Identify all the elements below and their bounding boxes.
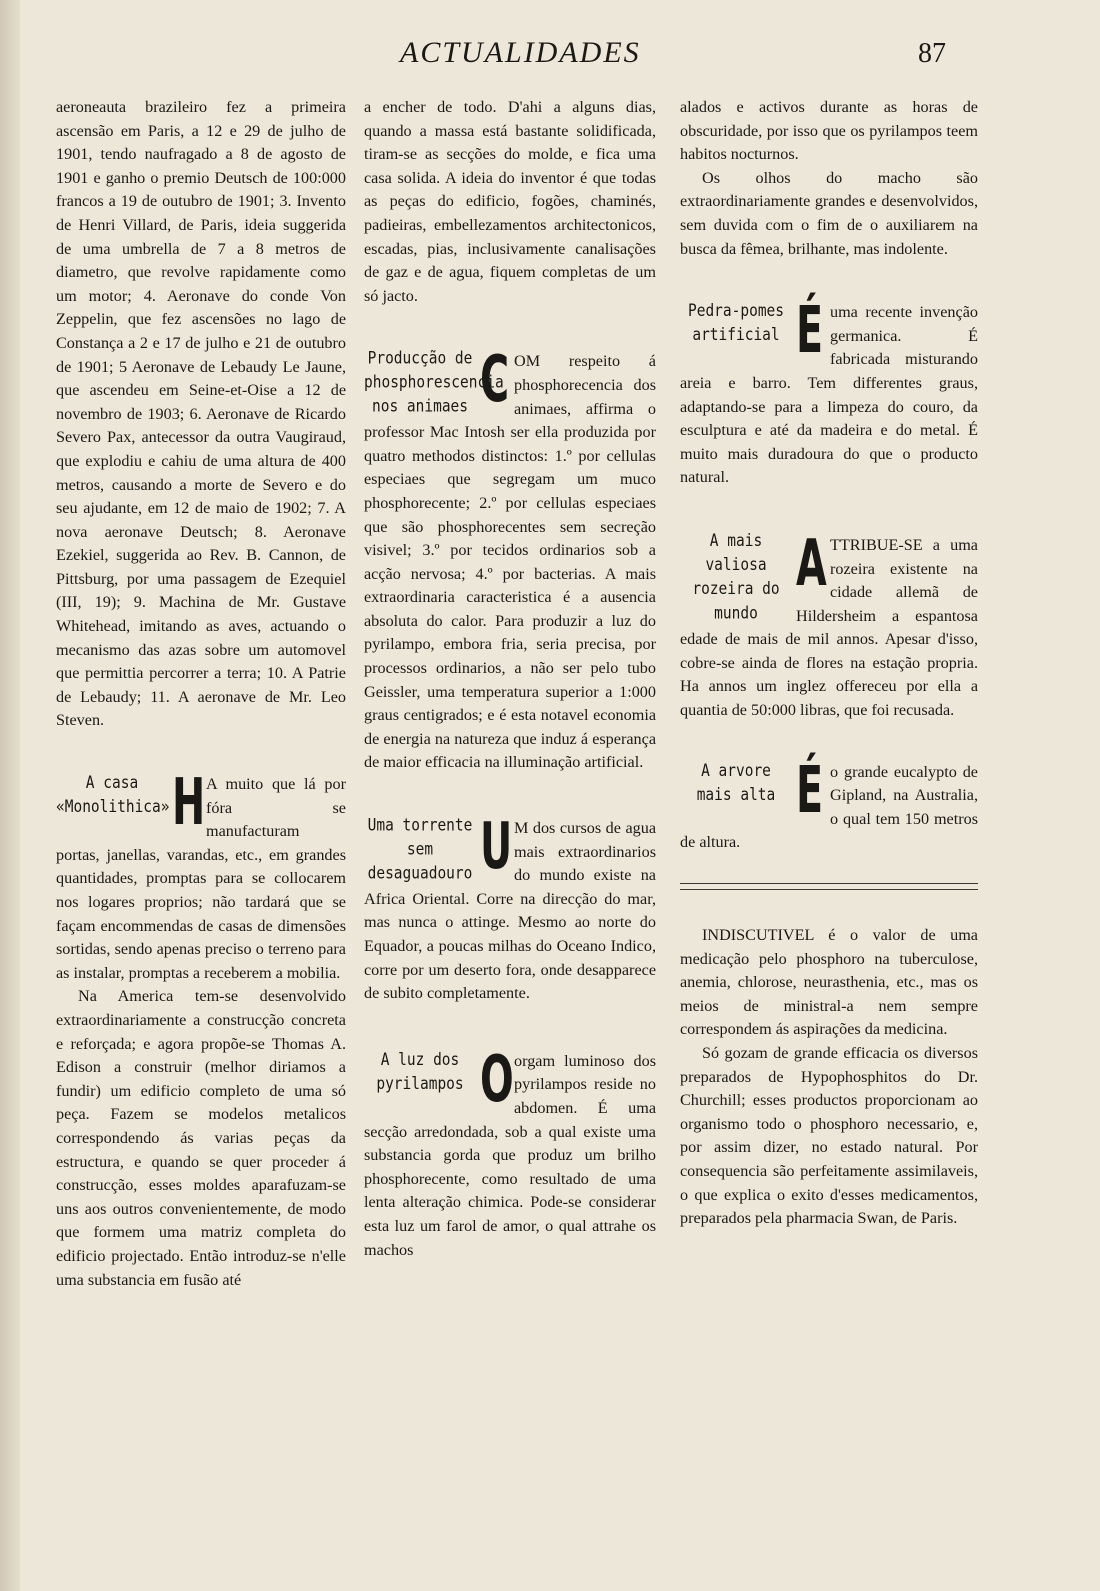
section-text: uma recente invenção germanica. É fabricada misturando areia e barro. Tem differentes graus, adaptando-se para a limpeza do couro, da esculptura e até da madeira e do metal. É muito mais duradoura do que o producto natural. <box>680 303 978 487</box>
section-casa-monolithica <box>56 766 346 1292</box>
section-rozeira <box>680 526 978 723</box>
section-title: Pedra-pomes artificial <box>687 302 785 345</box>
section-text: OM respeito á phosphorecencia dos animaes, affirma o professor Mac Intosh ser ella produzida por quatro methodos distinctos: 1.º por cellulas especiaes que segregam um muco phosphorecente; 2.º por cellulas especiaes que são phosphorecentes sem secreção visivel; 3.º por tecidos ordinarios sob a acção nervosa; 4.º por bacterias. A mais extraordinaria caracteristica é a ausencia absoluta do calor. Para produzir a luz do pyrilampo, embora fria, seria precisa, por processos ordinarios, a não ser pelo tubo Geissler, uma temperatura superior a 1:000 graus centigrados; e é esta notavel economia de energia na natureza que induz á esperança de maior efficacia na illuminação artificial. <box>364 352 656 772</box>
section-text: TTRIBUE-SE a uma rozeira existente na cidade allemã de Hildersheim a espantosa edade de mais de mil annos. Apesar d'isso, cobre-se ainda de flores na estação propria. Ha annos um inglez offereceu por ella a quantia de 50:000 libras, que foi recusada. <box>680 535 978 720</box>
airships-list-text: aeroneauta brazileiro fez a primeira ascensão em Paris, a 12 e 29 de julho de 1901, tendo naufragado a 8 de agosto de 1901 e ganho o premio Deutsch de 100:000 francos a 19 de outubro de 1901; 3. Invento de Henri Villard, de Paris, ideia suggerida de uma umbrella de 7 a 8 metros de diametro, que revolve rapidamente como um motor; 4. Aeronave do conde Von Zeppelin, que fez ascensões no lago de Constança a 2 e 17 de julho e 21 de outubro de 1901; 5 Aeronave de Lebaudy Le Jaune, que ascendeu em Seine-et-Oise a 12 de novembro de 1903; 6. Aeronave de Ricardo Severo Pax, antecessor da outra Vaugiraud, que explodiu e cahiu de uma altura de 400 metros, causando a morte de Severo e do seu ajudante, em 12 de maio de 1902; 7. A nova aeronave Deutsch; 8. Aeronave Ezekiel, suggerida ao Rev. B. Cannon, de Pittsburg, por uma passagem de Ezequiel (III, 19); 9. Machina de Mr. Gustave Whitehead, imitando as aves, actuando o mecanismo das azas sobre um automovel que permittia percorrer a terra; 10. A Patrie de Lebaudy; 11. A aeronave de Mr. Leo Steven. <box>56 98 346 730</box>
drop-cap: A <box>796 526 827 601</box>
section-text: o grande eucalypto de Gipland, na Australia, o qual tem 150 metros de altura. <box>680 762 978 852</box>
drop-cap: U <box>480 810 513 885</box>
section-text: A muito que lá por fóra se manufacturam portas, janellas, varandas, etc., em grandes quantidades, promptas para se collocarem nos logares proprios; não tardará que se façam encommendas de casas de dimensões sortidas, sendo apenas preciso o terreno para as instalar, promptas a receberem a mobilia. <box>56 775 346 982</box>
ad-text-continued: Só gozam de grande efficacia os diversos preparados de Hypophosphitos do Dr. Churchill; esses productos proporcionam ao organismo todo o phosphoro necessario, e, por assim dizer, no estado natural. Por consequencia são perfeitamente assimilaveis, o que explica o exito d'esses medicamentos, preparados pela pharmacia Swan, de Paris. <box>680 1044 978 1228</box>
column-3 <box>680 96 978 1231</box>
section-text-continued: Na America tem-se desenvolvido extraordinariamente a construcção concreta e reforçada; e agora propõe-se Thomas A. Edison a construir (melhor diriamos a fundir) um edificio completo de uma só peça. Fazem se modelos metalicos correspondendo ás varias peças da estructura, e quando se quer proceder á construcção, esses moldes aparafuzam-se uns aos outros convenientemente, de modo que formem uma matriz completa do edificio projectado. Então introduz-se n'elle uma substancia em fusão até <box>56 987 346 1289</box>
section-pedra-pomes <box>680 294 978 490</box>
running-title: ACTUALIDADES <box>400 36 641 69</box>
binding-shadow <box>0 0 22 1591</box>
double-rule-divider <box>680 883 978 890</box>
column-2 <box>364 96 656 1262</box>
section-luz-pyrilampos <box>364 1042 656 1262</box>
section-text: orgam luminoso dos pyrilampos reside no abdomen. É uma secção arredondada, sob a qual existe uma substancia gorda que produz um brilho phosphorecente, como resultado de uma lenta alteração chimica. Pode-se considerar esta luz um farol de amor, o qual attrahe os machos <box>364 1051 656 1259</box>
drop-cap: H <box>172 766 206 841</box>
section-title: Uma torrente sem desaguadouro <box>367 816 473 884</box>
column-1 <box>56 96 346 1292</box>
drop-cap: C <box>480 343 510 418</box>
pyrilampos-continued-text: alados e activos durante as horas de obscuridade, por isso que os pyrilampos teem habitos nocturnos. <box>680 98 978 164</box>
ad-text: INDISCUTIVEL é o valor de uma medicação pelo phosphoro na tuberculose, anemia, chlorose, neurasthenia, etc., mas os meios de ministral-a nem sempre correspondem ás aspirações da medicina. <box>680 926 978 1039</box>
section-phosphorescencia <box>364 343 656 775</box>
section-title: A casa «Monolithica» <box>56 774 170 817</box>
drop-cap: O <box>480 1042 514 1117</box>
drop-cap: É <box>796 294 824 369</box>
section-arvore <box>680 753 978 855</box>
casa-continued-text: a encher de todo. D'ahi a alguns dias, quando a massa está bastante solidificada, tiram-se as secções do molde, e fica uma casa solida. A ideia do inventor é que todas as peças do edificio, fogões, chaminés, padieiras, embellezamentos architectonicos, escadas, pias, inclusivamente canalisações de gaz e de agua, fiquem completas de um só jacto. <box>364 98 656 305</box>
advertisement-hypophosphitos <box>680 924 978 1231</box>
pyrilampos-eyes-text: Os olhos do macho são extraordinariamente grandes e desenvolvidos, sem duvida com o fim de o auxiliarem na busca da fêmea, brilhante, mas indolente. <box>680 168 978 258</box>
section-text: M dos cursos de agua mais extraordinarios do mundo existe na Africa Oriental. Corre na direcção do mar, mas nunca o attinge. Mesmo ao norte do Equador, a poucas milhas do Oceano Indico, corre por um deserto fora, onde desapparece de subito completamente. <box>364 819 656 1003</box>
section-torrente <box>364 810 656 1006</box>
section-title: A mais valiosa rozeira do mundo <box>692 531 780 623</box>
section-title: Producção de phosphorescencia nos animaes <box>364 349 504 417</box>
section-title: A luz dos pyrilampos <box>376 1050 464 1094</box>
page-number: 87 <box>918 38 946 69</box>
drop-cap: É <box>796 753 824 828</box>
section-title: A arvore mais alta <box>696 761 776 805</box>
